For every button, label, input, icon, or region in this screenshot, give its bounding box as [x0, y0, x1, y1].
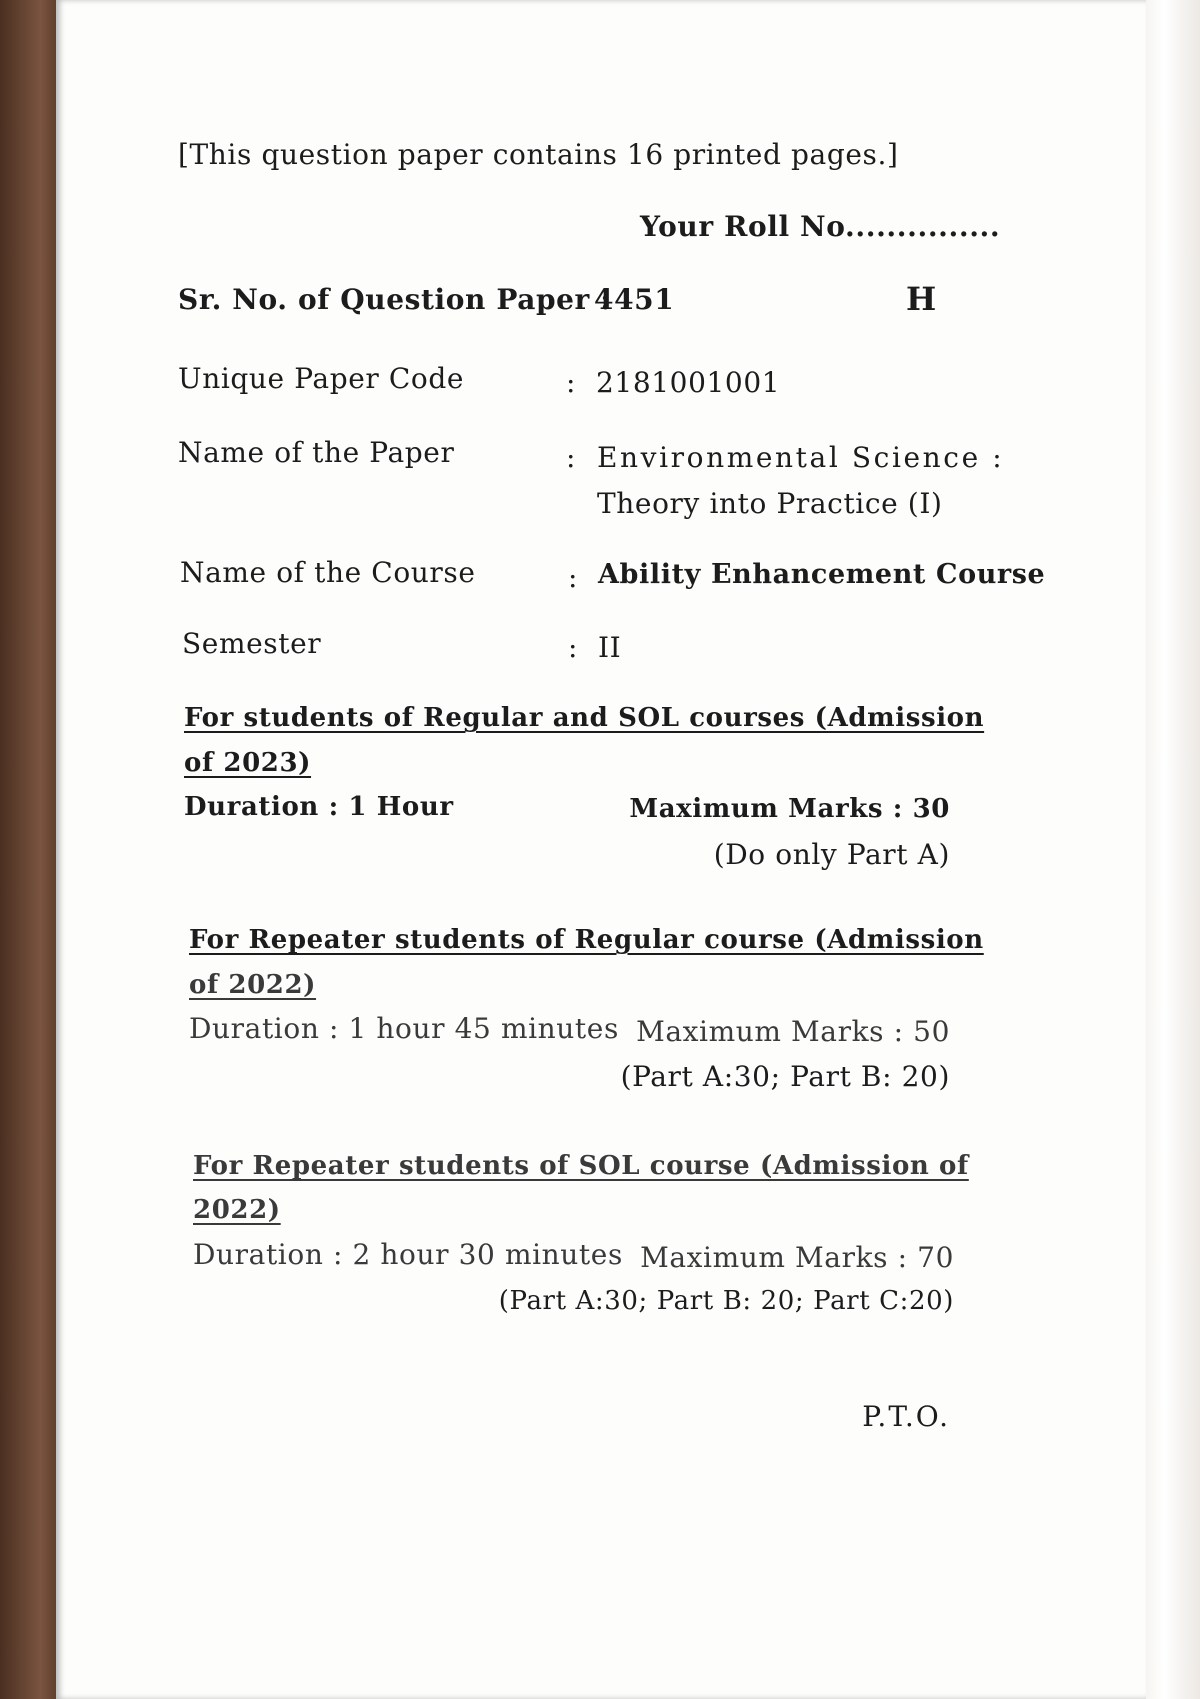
- paper-name-line1: Environmental Science :: [597, 441, 1005, 474]
- pages-note: [This question paper contains 16 printed pages.]: [178, 138, 899, 171]
- section-duration: Duration : 1 hour 45 minutes: [189, 1012, 619, 1045]
- paper-name-label: Name of the Paper: [178, 436, 455, 469]
- background-right: [1140, 0, 1200, 1699]
- roll-number-field: Your Roll No...............: [640, 210, 1001, 243]
- section-max-marks: Maximum Marks : 70: [640, 1241, 954, 1274]
- pto-label: P.T.O.: [862, 1400, 950, 1433]
- upc-colon: :: [566, 366, 577, 399]
- course-label: Name of the Course: [180, 556, 476, 589]
- question-paper-sheet: [56, 0, 1146, 1699]
- set-code: H: [906, 280, 937, 318]
- upc-value: 2181001001: [596, 366, 781, 399]
- upc-label: Unique Paper Code: [178, 362, 465, 395]
- section-heading-cont: 2022): [193, 1195, 281, 1225]
- background-left: [0, 0, 58, 1699]
- section-heading: For students of Regular and SOL courses (Admission: [184, 703, 985, 733]
- section-heading: For Repeater students of Regular course (Admission: [189, 925, 984, 955]
- course-colon: :: [568, 561, 579, 594]
- semester-colon: :: [568, 631, 579, 664]
- section-note: (Do only Part A): [713, 838, 950, 871]
- section-heading: For Repeater students of SOL course (Admission of: [193, 1151, 969, 1181]
- course-value: Ability Enhancement Course: [598, 559, 1046, 590]
- paper-name-line2: Theory into Practice (I): [597, 487, 943, 520]
- semester-label: Semester: [182, 627, 322, 660]
- section-heading-cont: of 2023): [184, 748, 312, 778]
- sr-no-value: 4451: [594, 283, 675, 316]
- section-note: (Part A:30; Part B: 20): [620, 1060, 950, 1093]
- section-heading-cont: of 2022): [189, 970, 317, 1000]
- section-duration: Duration : 2 hour 30 minutes: [193, 1238, 623, 1271]
- paper-name-colon: :: [566, 441, 577, 474]
- semester-value: II: [598, 631, 622, 664]
- section-note: (Part A:30; Part B: 20; Part C:20): [498, 1286, 954, 1316]
- section-max-marks: Maximum Marks : 50: [636, 1015, 950, 1048]
- sr-no-label: Sr. No. of Question Paper :: [178, 283, 612, 316]
- section-max-marks: Maximum Marks : 30: [629, 794, 950, 824]
- section-duration: Duration : 1 Hour: [184, 792, 454, 822]
